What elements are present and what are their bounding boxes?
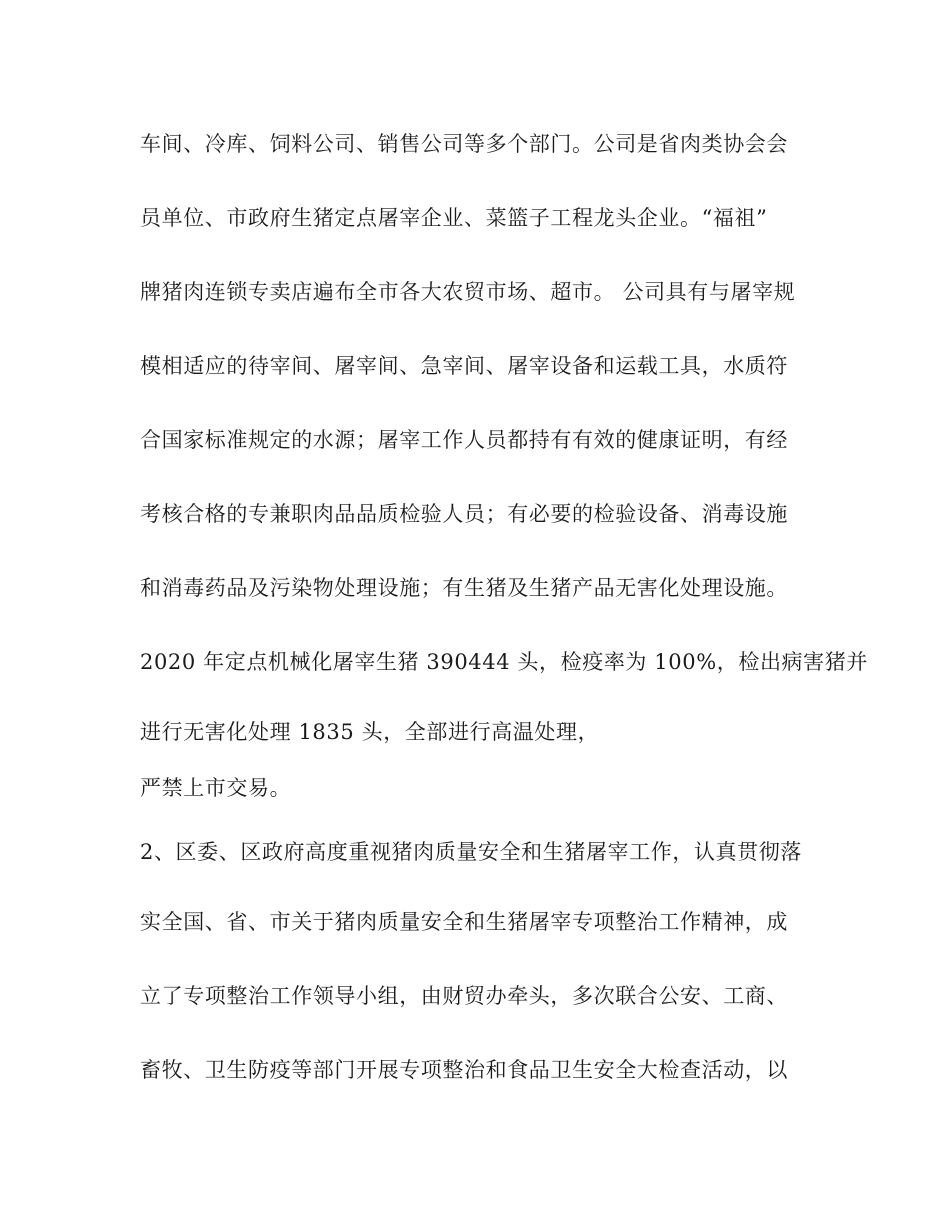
paragraph-line: 车间、冷库、饲料公司、销售公司等多个部门。公司是省肉类协会会 <box>140 132 788 156</box>
paragraph-line: 畜牧、卫生防疫等部门开展专项整治和食品卫生安全大检查活动，以 <box>140 1058 788 1082</box>
paragraph-line: 和消毒药品及污染物处理设施；有生猪及生猪产品无害化处理设施。 <box>140 576 788 600</box>
paragraph-line: 实全国、省、市关于猪肉质量安全和生猪屠宰专项整治工作精神，成 <box>140 910 788 934</box>
paragraph-line: 合国家标准规定的水源；屠宰工作人员都持有有效的健康证明，有经 <box>140 428 788 452</box>
paragraph-line: 进行无害化处理 1835 头，全部进行高温处理， <box>140 720 600 744</box>
paragraph-line: 2020 年定点机械化屠宰生猪 390444 头，检疫率为 100%，检出病害猪并 <box>140 650 868 674</box>
paragraph-line: 严禁上市交易。 <box>140 776 292 800</box>
paragraph-line: 立了专项整治工作领导小组，由财贸办牵头，多次联合公安、工商、 <box>140 984 788 1008</box>
paragraph-line: 模相适应的待宰间、屠宰间、急宰间、屠宰设备和运载工具，水质符 <box>140 354 788 378</box>
paragraph-line: 2、区委、区政府高度重视猪肉质量安全和生猪屠宰工作，认真贯彻落 <box>140 840 802 864</box>
paragraph-line: 考核合格的专兼职肉品品质检验人员；有必要的检验设备、消毒设施 <box>140 502 788 526</box>
paragraph-line: 牌猪肉连锁专卖店遍布全市各大农贸市场、超市。 公司具有与屠宰规 <box>140 280 796 304</box>
paragraph-line: 员单位、市政府生猪定点屠宰企业、菜篮子工程龙头企业。“福祖” <box>140 206 768 230</box>
